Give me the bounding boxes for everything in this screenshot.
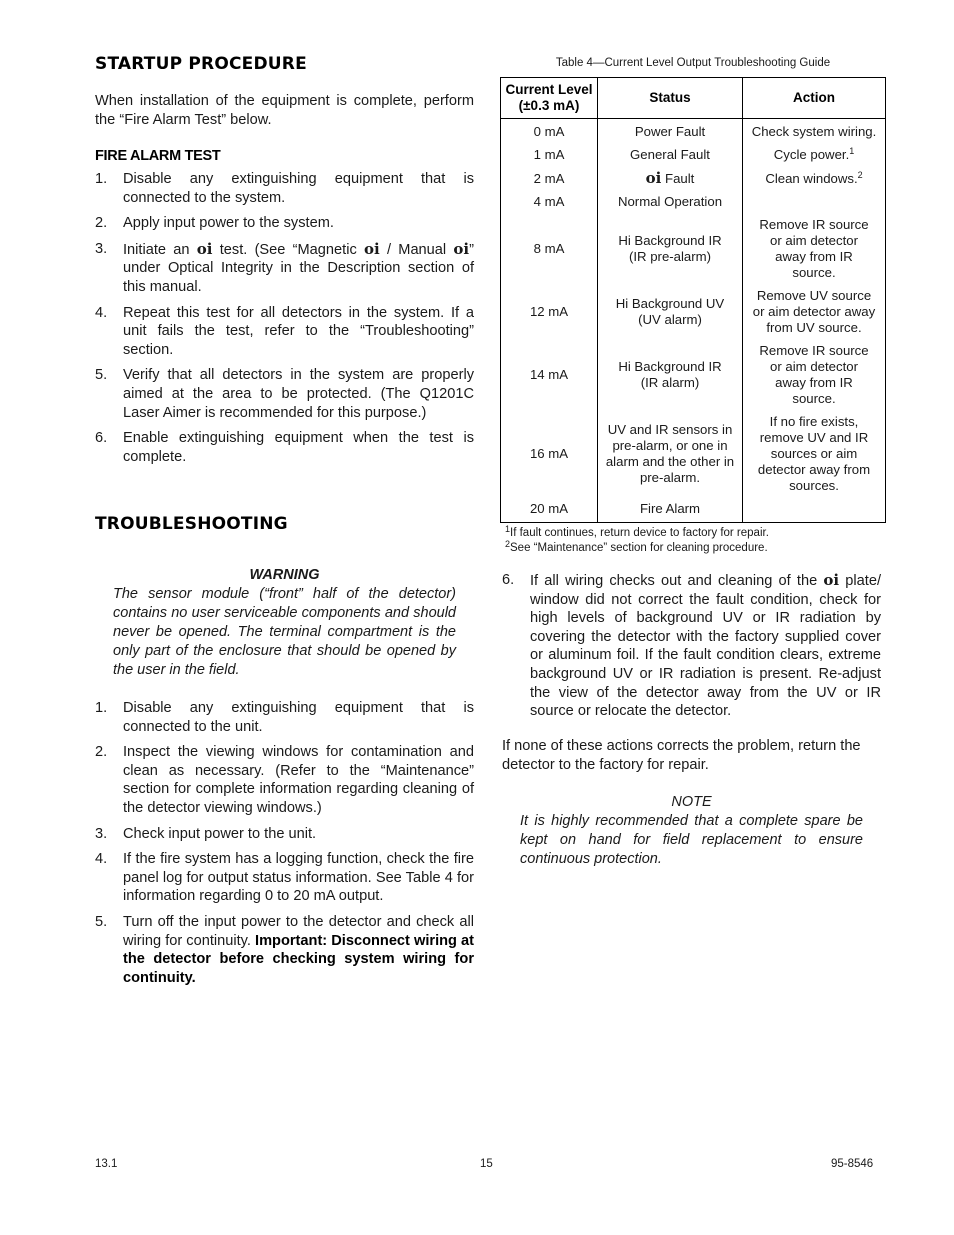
cell-current: 1 mA — [501, 144, 598, 167]
step-text: Repeat this test for all detectors in the system. If a unit fails the test, refer to the “Troubleshooting” section. — [123, 304, 474, 358]
footnote-ref: 2 — [857, 169, 863, 180]
important-notice: Important: Disconnect wiring at the detector before checking system wiring for continuity. — [123, 932, 475, 986]
footnote-mark: 2 — [505, 539, 511, 549]
table-row — [501, 167, 886, 191]
step-text-part: test. (See “Magnetic — [212, 241, 364, 258]
table-footnotes — [505, 526, 886, 556]
table-row — [501, 191, 886, 214]
step-text-part: / Manual — [379, 241, 454, 258]
table-4-section — [500, 57, 886, 556]
cell-status — [598, 167, 743, 191]
step-text: Disable any extinguishing equipment that is connected to the unit. — [123, 700, 474, 735]
cell-status: Normal Operation — [598, 191, 743, 214]
list-item — [95, 240, 474, 297]
step-text — [530, 571, 881, 721]
step-text-part: plate/ window did not correct the fault condition, check for high levels of background UV or IR radiation by covering the detector with the factory supplied cover or aluminum foil. If the fault condition clears, extreme background UV or IR radiation is present. Re-adjust the view of the detector away from the UV or IR source or relocate the detector. — [530, 573, 881, 720]
step-number: 2. — [95, 215, 108, 232]
list-item — [95, 825, 474, 844]
fire-alarm-test-heading: FIRE ALARM TEST — [95, 148, 221, 164]
cell-status: Hi Background IR (IR pre-alarm) — [598, 214, 743, 285]
list-item — [95, 429, 474, 466]
troubleshooting-steps-continued — [502, 571, 881, 721]
note-title: NOTE — [671, 793, 712, 810]
footnote-text: If fault continues, return device to factory for repair. — [510, 527, 769, 539]
startup-section — [95, 54, 474, 473]
step-text — [123, 913, 474, 987]
list-item — [95, 850, 474, 906]
list-item — [95, 170, 474, 207]
table-row — [501, 340, 886, 411]
cell-action — [743, 191, 886, 214]
step-number: 6. — [95, 430, 108, 447]
step-text-part: ” under Optical Integrity in the Description section of this manual. — [123, 241, 474, 295]
cell-current: 14 mA — [501, 340, 598, 411]
fire-alarm-test-steps — [95, 170, 474, 466]
cell-status: Hi Background UV (UV alarm) — [598, 285, 743, 340]
footnote — [505, 541, 886, 556]
cell-action — [743, 498, 886, 523]
startup-intro: When installation of the equipment is complete, perform the “Fire Alarm Test” below. — [95, 93, 474, 128]
step-text: Disable any extinguishing equipment that is connected to the system. — [123, 171, 474, 206]
oi-symbol: oi — [196, 239, 213, 258]
cell-current: 2 mA — [501, 167, 598, 191]
warning-text: The sensor module (“front” half of the detector) contains no user serviceable components and should never be opened. The terminal compartment is the only part of the enclosure that should be opened by the user in the field. — [113, 586, 456, 678]
footnote-text: See “Maintenance” section for cleaning procedure. — [510, 542, 768, 554]
cell-current: 12 mA — [501, 285, 598, 340]
cell-status: Power Fault — [598, 119, 743, 144]
oi-symbol: oi — [823, 571, 840, 589]
footnote-ref: 1 — [849, 146, 855, 156]
header-current-level — [501, 78, 598, 119]
footnote — [505, 526, 886, 541]
step-text-part: If all wiring checks out and cleaning of the — [530, 573, 824, 589]
header-text: Current Level — [505, 82, 593, 97]
troubleshooting-section — [95, 514, 474, 994]
step-text-part: Initiate an — [123, 241, 197, 258]
troubleshooting-heading: TROUBLESHOOTING — [95, 514, 288, 534]
footnote-mark: 1 — [505, 524, 511, 534]
step-number: 3. — [95, 825, 108, 842]
cell-status: UV and IR sensors in pre-alarm, or one in alarm and the other in pre-alarm. — [598, 411, 743, 498]
cell-current: 4 mA — [501, 191, 598, 214]
footer-revision: 13.1 — [95, 1158, 118, 1170]
step-text: Apply input power to the system. — [123, 215, 334, 232]
step-number: 5. — [95, 913, 108, 930]
oi-symbol: oi — [453, 239, 470, 258]
closing-paragraph: If none of these actions corrects the problem, return the detector to the factory for repair. — [502, 737, 861, 773]
cell-current: 8 mA — [501, 214, 598, 285]
table-caption: Table 4—Current Level Output Troubleshooting Guide — [555, 57, 831, 69]
table-row — [501, 411, 886, 498]
oi-symbol: oi — [364, 239, 380, 258]
cell-status: Hi Background IR (IR alarm) — [598, 340, 743, 411]
step-number: 6. — [502, 572, 515, 588]
cell-current: 20 mA — [501, 498, 598, 523]
table-row — [501, 214, 886, 285]
header-status: Status — [598, 78, 743, 119]
header-action: Action — [743, 78, 886, 119]
cell-status: Fire Alarm — [598, 498, 743, 523]
footer-document-number: 95-8546 — [831, 1158, 874, 1170]
cell-status: General Fault — [598, 144, 743, 167]
startup-heading: STARTUP PROCEDURE — [95, 54, 307, 74]
cell-action: Check system wiring. — [743, 119, 886, 144]
warning-box — [95, 566, 474, 680]
step-text: Verify that all detectors in the system are properly aimed at the area to be protected. (The Q1201C Laser Aimer is recommended for this purpose.) — [123, 367, 474, 421]
step-text — [123, 240, 474, 297]
table-header-row — [501, 78, 886, 119]
table-row — [501, 498, 886, 523]
note-text: It is highly recommended that a complete spare be kept on hand for field replacement to ensure continuous protection. — [520, 812, 863, 867]
action-text: Clean windows. — [765, 170, 858, 186]
cell-current: 16 mA — [501, 411, 598, 498]
step-number: 1. — [95, 700, 108, 716]
step-number: 2. — [95, 744, 108, 761]
list-item — [95, 366, 474, 422]
troubleshooting-table — [500, 77, 886, 523]
cell-action — [743, 167, 886, 191]
cell-action: Remove IR source or aim detector away from IR source. — [743, 214, 886, 285]
list-item — [95, 913, 474, 987]
cell-action — [743, 144, 886, 167]
list-item — [95, 304, 474, 360]
table-row — [501, 144, 886, 167]
step-text: If the fire system has a logging function, check the fire panel log for output status information. See Table 4 for information regarding 0 to 20 mA output. — [123, 851, 474, 905]
step-text-part: Turn off the input power to the detector and check all wiring for continuity. — [123, 913, 474, 949]
step-number: 1. — [95, 171, 108, 187]
cell-action: Remove UV source or aim detector away from UV source. — [743, 285, 886, 340]
troubleshooting-continued — [502, 571, 881, 869]
status-text: Fault — [661, 171, 695, 186]
warning-title: WARNING — [249, 567, 320, 583]
cell-action: Remove IR source or aim detector away from IR source. — [743, 340, 886, 411]
footer-page-number: 15 — [480, 1158, 493, 1170]
table-row — [501, 119, 886, 144]
list-item — [95, 699, 474, 736]
step-text: Check input power to the unit. — [123, 825, 317, 842]
step-number: 4. — [95, 304, 108, 321]
step-number: 4. — [95, 851, 108, 868]
step-text: Enable extinguishing equipment when the test is complete. — [123, 430, 474, 465]
note-box — [502, 793, 881, 869]
header-text: (±0.3 mA) — [518, 98, 580, 113]
table-row — [501, 285, 886, 340]
list-item — [95, 214, 474, 233]
cell-current: 0 mA — [501, 119, 598, 144]
oi-symbol: oi — [645, 169, 662, 187]
action-text: Cycle power. — [773, 147, 850, 162]
step-number: 3. — [95, 240, 108, 257]
troubleshooting-steps — [95, 699, 474, 987]
step-number: 5. — [95, 367, 108, 384]
step-text: Inspect the viewing windows for contamination and clean as necessary. (Refer to the “Maintenance” section for complete information regarding cleaning of the detector viewing windows.) — [123, 744, 474, 816]
cell-action: If no fire exists, remove UV and IR sources or aim detector away from sources. — [743, 411, 886, 498]
list-item — [95, 743, 474, 817]
list-item — [502, 571, 881, 721]
